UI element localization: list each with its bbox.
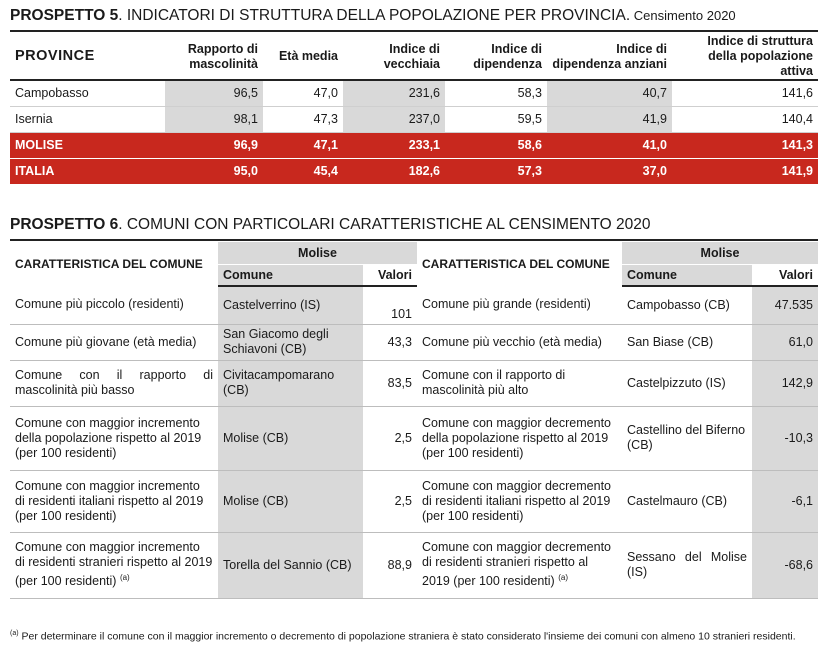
table-cell: 47,1 <box>263 132 343 158</box>
characteristic-label: Comune più giovane (età media) <box>10 324 218 360</box>
column-header-comune: Comune <box>218 264 363 286</box>
comune-name: Castelpizzuto (IS) <box>622 360 752 406</box>
table-row <box>10 324 818 360</box>
prospetto-5-top-rule <box>10 30 818 32</box>
prospetto-5-label: PROSPETTO 5 <box>10 7 119 24</box>
column-header-vecchiaia: Indice di vecchiaia <box>383 41 440 71</box>
comune-name: Molise (CB) <box>218 470 363 532</box>
table-row <box>10 286 818 324</box>
table-cell: 237,0 <box>343 106 445 132</box>
table-row <box>10 532 818 598</box>
characteristic-label: Comune con il rapporto di mascolinità più alto <box>417 360 622 406</box>
table-cell: 182,6 <box>343 158 445 184</box>
table-cell: 98,1 <box>165 106 263 132</box>
value-cell: 88,9 <box>363 532 417 598</box>
table-row <box>10 106 818 132</box>
column-header-dipendenza: Indice di dipendenza <box>473 41 542 71</box>
comune-name: Castelmauro (CB) <box>622 470 752 532</box>
characteristic-label: Comune più grande (residenti) <box>417 286 622 324</box>
comune-name: Castelverrino (IS) <box>218 286 363 324</box>
column-header-molise: Molise <box>622 242 818 264</box>
prospetto-5-table <box>10 34 818 185</box>
prospetto-6-title <box>10 216 651 234</box>
column-header-dipendenza-anziani: Indice di dipendenza anziani <box>552 41 667 71</box>
value-cell: 142,9 <box>752 360 818 406</box>
table-cell: 40,7 <box>547 80 672 106</box>
comune-name: San Giacomo degli Schiavoni (CB) <box>218 324 363 360</box>
characteristic-label: Comune con maggior decremento della popolazione rispetto al 2019 (per 100 residenti) <box>417 406 622 470</box>
table-cell: 45,4 <box>263 158 343 184</box>
value-cell: -10,3 <box>752 406 818 470</box>
column-header-comune: Comune <box>622 264 752 286</box>
column-header-caratteristica: CARATTERISTICA DEL COMUNE <box>15 257 203 271</box>
footnote-mark: (a) <box>558 573 568 583</box>
column-header-mascolinita: Rapporto di mascolinità <box>187 41 258 71</box>
value-cell: 43,3 <box>363 324 417 360</box>
prospetto-6-table <box>10 242 818 599</box>
table-cell: 37,0 <box>547 158 672 184</box>
province-name: Campobasso <box>10 80 165 106</box>
characteristic-label <box>417 532 622 598</box>
characteristic-label: Comune con il rapporto di mascolinità più basso <box>10 360 218 406</box>
total-row-italia <box>10 158 818 184</box>
total-row-molise <box>10 132 818 158</box>
table-header-row <box>10 34 818 80</box>
characteristic-text: Comune con maggior decremento di residenti stranieri rispetto al 2019 (per 100 residenti) <box>422 540 611 589</box>
prospetto-6-title-text: . COMUNI CON PARTICOLARI CARATTERISTICHE AL CENSIMENTO 2020 <box>118 216 651 233</box>
comune-name: Campobasso (CB) <box>622 286 752 324</box>
column-header-molise: Molise <box>218 242 417 264</box>
table-cell: 58,3 <box>445 80 547 106</box>
characteristic-label: Comune più vecchio (età media) <box>417 324 622 360</box>
column-header-valori: Valori <box>752 264 818 286</box>
table-cell: 47,3 <box>263 106 343 132</box>
table-cell: 59,5 <box>445 106 547 132</box>
table-header-row <box>10 242 818 264</box>
country-name: ITALIA <box>10 158 165 184</box>
characteristic-label: Comune con maggior decremento di residenti italiani rispetto al 2019 (per 100 residenti) <box>417 470 622 532</box>
characteristic-label: Comune più piccolo (residenti) <box>10 286 218 324</box>
table-cell: 140,4 <box>672 106 818 132</box>
value-cell: 61,0 <box>752 324 818 360</box>
value-cell: 83,5 <box>363 360 417 406</box>
value-cell: -68,6 <box>752 532 818 598</box>
table-row <box>10 80 818 106</box>
footnote-text: Per determinare il comune con il maggior incremento o decremento di popolazione straniera è stato considerato l'insieme dei comuni con almeno 10 stranieri residenti. <box>18 630 796 643</box>
table-cell: 141,3 <box>672 132 818 158</box>
prospetto-5-title <box>10 7 736 25</box>
characteristic-label: Comune con maggior incremento della popolazione rispetto al 2019 (per 100 residenti) <box>10 406 218 470</box>
column-header-province: PROVINCE <box>15 48 95 64</box>
column-header-valori: Valori <box>363 264 417 286</box>
prospetto-6-label: PROSPETTO 6 <box>10 216 119 233</box>
footnote-mark: (a) <box>10 630 19 637</box>
column-header-eta-media: Età media <box>278 49 338 63</box>
table-cell: 141,9 <box>672 158 818 184</box>
table-cell: 141,6 <box>672 80 818 106</box>
table-row <box>10 406 818 470</box>
prospetto-5-title-text: . INDICATORI DI STRUTTURA DELLA POPOLAZIONE PER PROVINCIA. <box>118 7 631 24</box>
comune-name: San Biase (CB) <box>622 324 752 360</box>
table-cell: 96,9 <box>165 132 263 158</box>
value-cell: 47.535 <box>752 286 818 324</box>
comune-name: Sessano del Molise (IS) <box>622 532 752 598</box>
table-row <box>10 360 818 406</box>
column-header-caratteristica: CARATTERISTICA DEL COMUNE <box>422 257 610 271</box>
value-cell: 101 <box>363 286 417 324</box>
value-cell: 2,5 <box>363 470 417 532</box>
comune-name: Castellino del Biferno (CB) <box>622 406 752 470</box>
value-cell: 2,5 <box>363 406 417 470</box>
table-cell: 233,1 <box>343 132 445 158</box>
table-cell: 41,9 <box>547 106 672 132</box>
province-name: Isernia <box>10 106 165 132</box>
footnote-mark: (a) <box>119 573 130 583</box>
table-row <box>10 470 818 532</box>
column-header-struttura-attiva: Indice di struttura della popolazione attiva <box>707 34 813 78</box>
table-cell: 41,0 <box>547 132 672 158</box>
table-cell: 231,6 <box>343 80 445 106</box>
comune-name: Molise (CB) <box>218 406 363 470</box>
value-cell: -6,1 <box>752 470 818 532</box>
comune-name: Torella del Sannio (CB) <box>218 532 363 598</box>
characteristic-label <box>10 532 218 598</box>
table-cell: 57,3 <box>445 158 547 184</box>
region-name: MOLISE <box>10 132 165 158</box>
footnote <box>10 630 796 643</box>
prospetto-5-title-suffix: Censimento 2020 <box>630 8 736 23</box>
table-cell: 47,0 <box>263 80 343 106</box>
characteristic-label: Comune con maggior incremento di residenti italiani rispetto al 2019 (per 100 residenti) <box>10 470 218 532</box>
characteristic-text: Comune con maggior incremento di residenti stranieri rispetto al 2019 (per 100 residenti) <box>15 540 213 589</box>
prospetto-6-top-rule <box>10 239 818 241</box>
table-cell: 58,6 <box>445 132 547 158</box>
comune-name: Civitacampomarano (CB) <box>218 360 363 406</box>
table-cell: 95,0 <box>165 158 263 184</box>
table-cell: 96,5 <box>165 80 263 106</box>
